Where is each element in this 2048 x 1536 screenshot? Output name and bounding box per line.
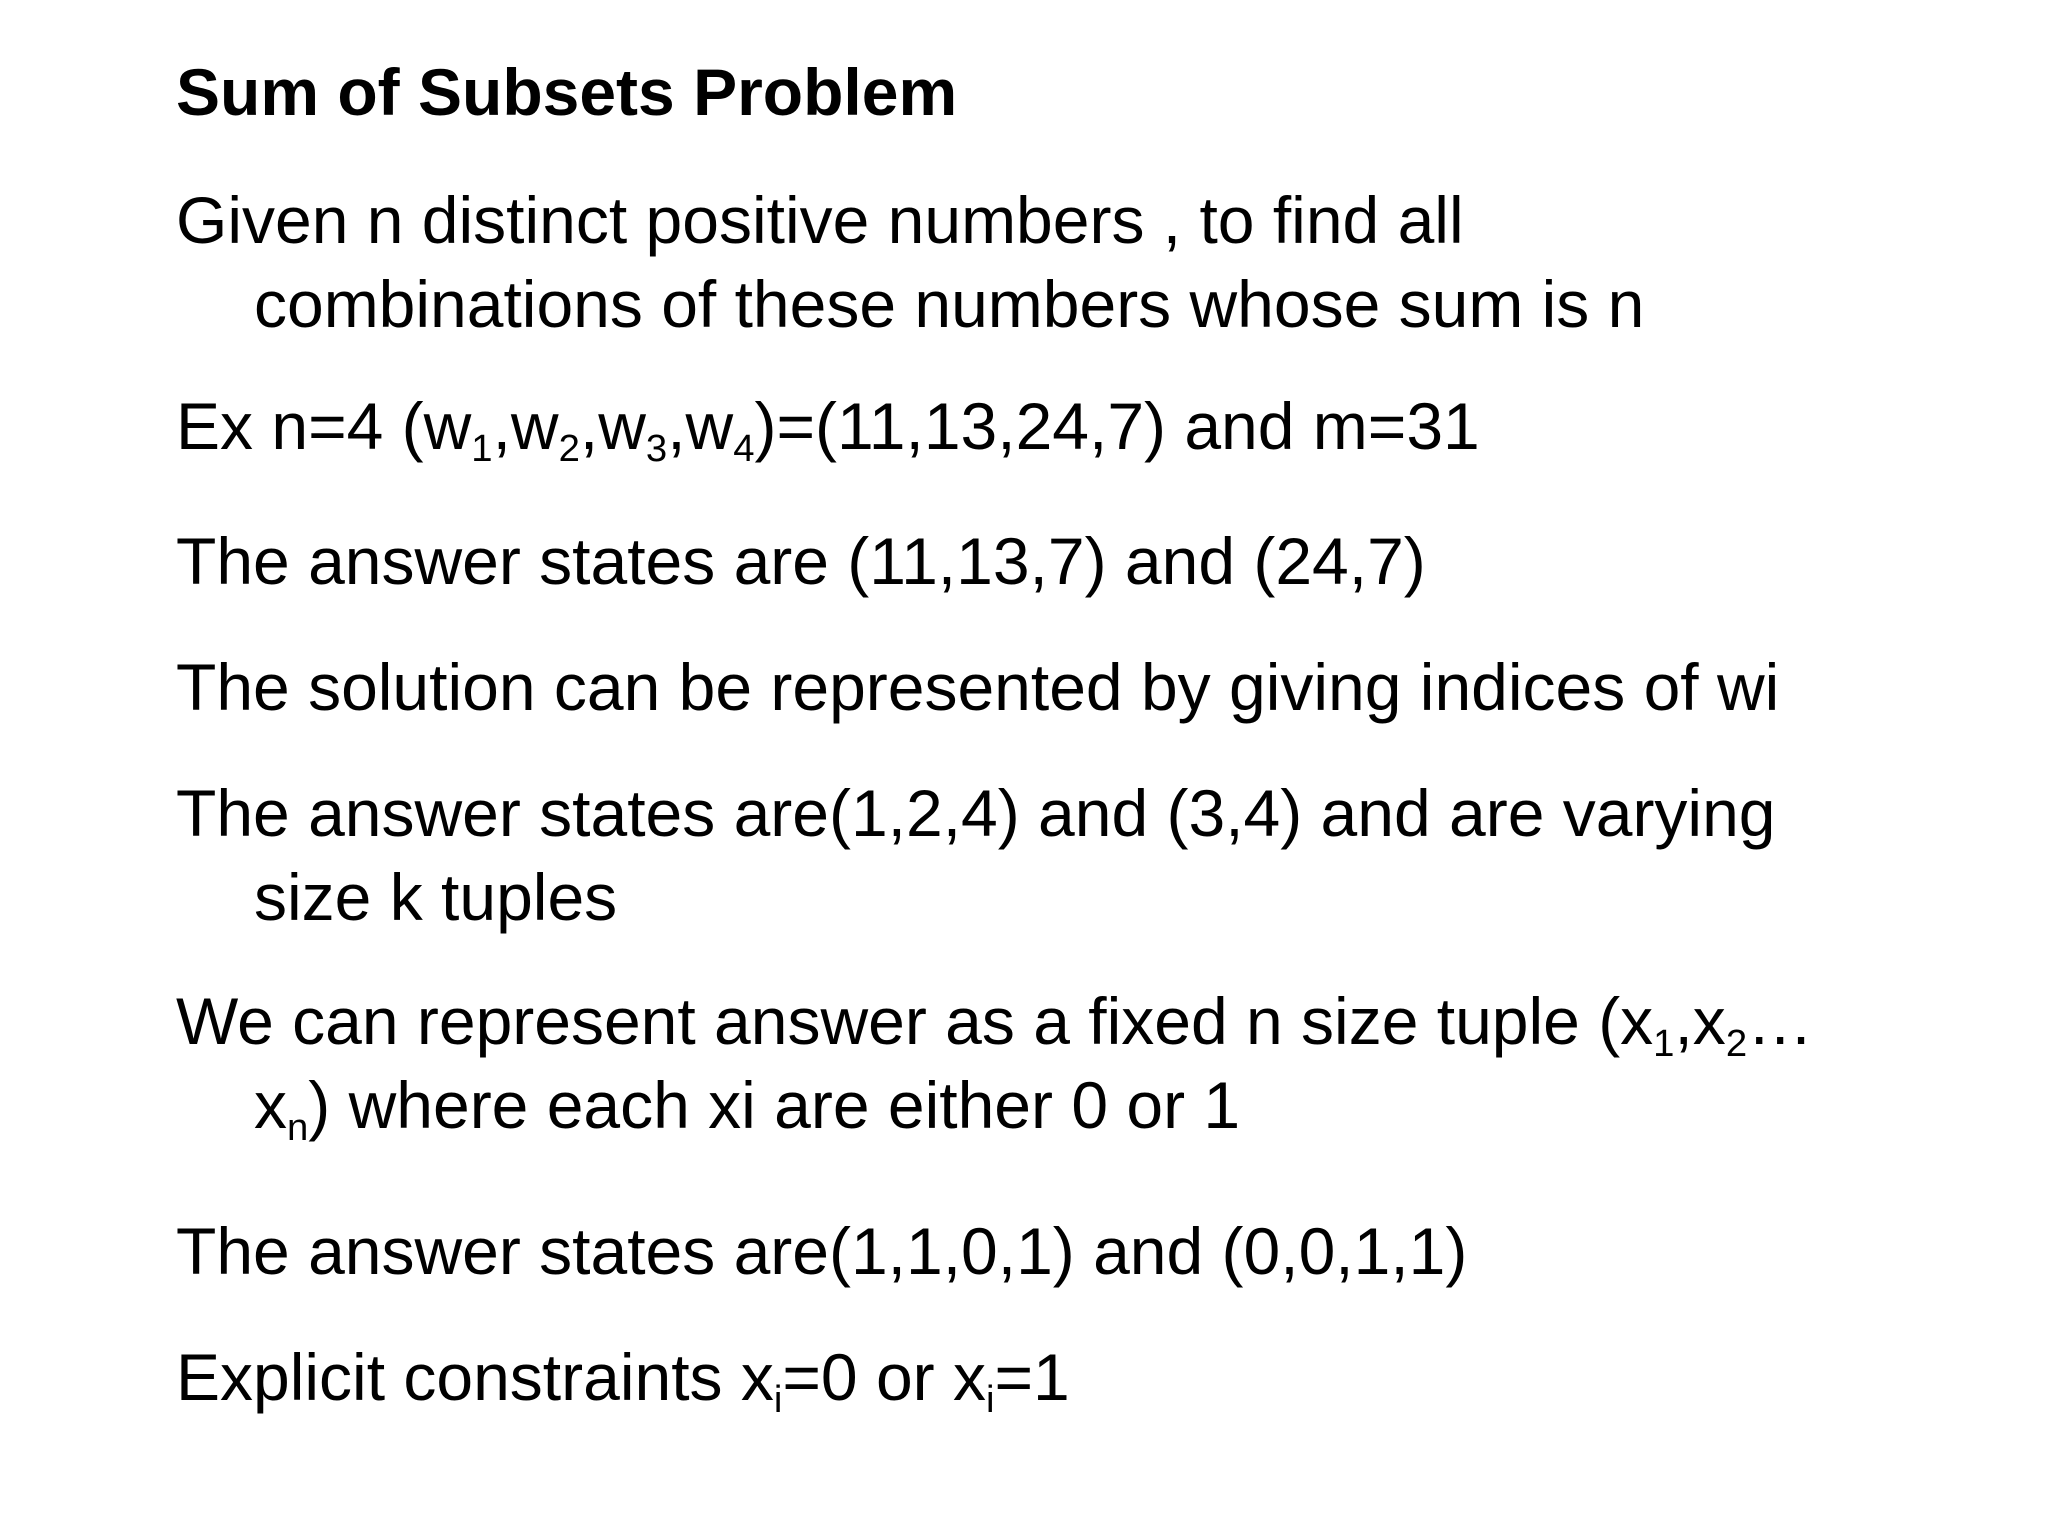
- problem-statement: [176, 178, 1644, 346]
- example-sub-3: 3: [645, 427, 668, 471]
- tuple-sub-n: n: [287, 1106, 309, 1150]
- example-sub-1: 1: [471, 427, 493, 471]
- problem-statement-line2: combinations of these numbers whose sum is n: [254, 267, 1645, 341]
- tuple-comma: ,x: [1674, 984, 1726, 1058]
- tuple-line1-prefix: We can represent answer as a fixed n size tuple (x: [176, 984, 1654, 1058]
- problem-statement-line1: Given n distinct positive numbers , to find all: [176, 183, 1464, 257]
- explicit-constraints: [176, 1335, 1070, 1422]
- solution-representation: The solution can be represented by giving indices of wi: [176, 650, 1780, 724]
- tuple-sub-2: 2: [1725, 1022, 1748, 1066]
- answer-states-binary: The answer states are(1,1,0,1) and (0,0,1,1): [176, 1214, 1468, 1288]
- fixed-size-tuple: [176, 979, 1814, 1150]
- example-sub-2: 2: [558, 427, 580, 471]
- answer-states-indices-line1: The answer states are(1,2,4) and (3,4) and are varying: [176, 776, 1776, 850]
- answer-states-values: The answer states are (11,13,7) and (24,7): [176, 524, 1426, 598]
- answer-states-indices-line2: size k tuples: [254, 860, 618, 934]
- constraints-sub-1: i: [773, 1378, 783, 1422]
- answer-states-indices: [176, 771, 1776, 939]
- example-prefix: Ex n=4 (w: [176, 389, 472, 463]
- example-sub-4: 4: [733, 427, 755, 471]
- tuple-sub-1: 1: [1653, 1022, 1675, 1066]
- fixed-size-tuple-line1: [176, 984, 1814, 1066]
- constraints-sub-2: i: [986, 1378, 995, 1422]
- fixed-size-tuple-line2: [176, 1063, 1813, 1150]
- example-comma-2: ,w: [579, 389, 646, 463]
- example-comma-1: ,w: [492, 389, 559, 463]
- example-comma-3: ,w: [667, 389, 734, 463]
- example-line: [176, 384, 1480, 471]
- tuple-ellipsis: …: [1747, 984, 1814, 1058]
- tuple-line2-prefix: x: [254, 1068, 287, 1142]
- constraints-suffix: =1: [994, 1340, 1070, 1414]
- tuple-line2-suffix: ) where each xi are either 0 or 1: [308, 1068, 1241, 1142]
- constraints-mid: =0 or x: [782, 1340, 986, 1414]
- slide-title: Sum of Subsets Problem: [176, 55, 958, 129]
- constraints-prefix: Explicit constraints x: [176, 1340, 774, 1414]
- example-suffix: )=(11,13,24,7) and m=31: [754, 389, 1480, 463]
